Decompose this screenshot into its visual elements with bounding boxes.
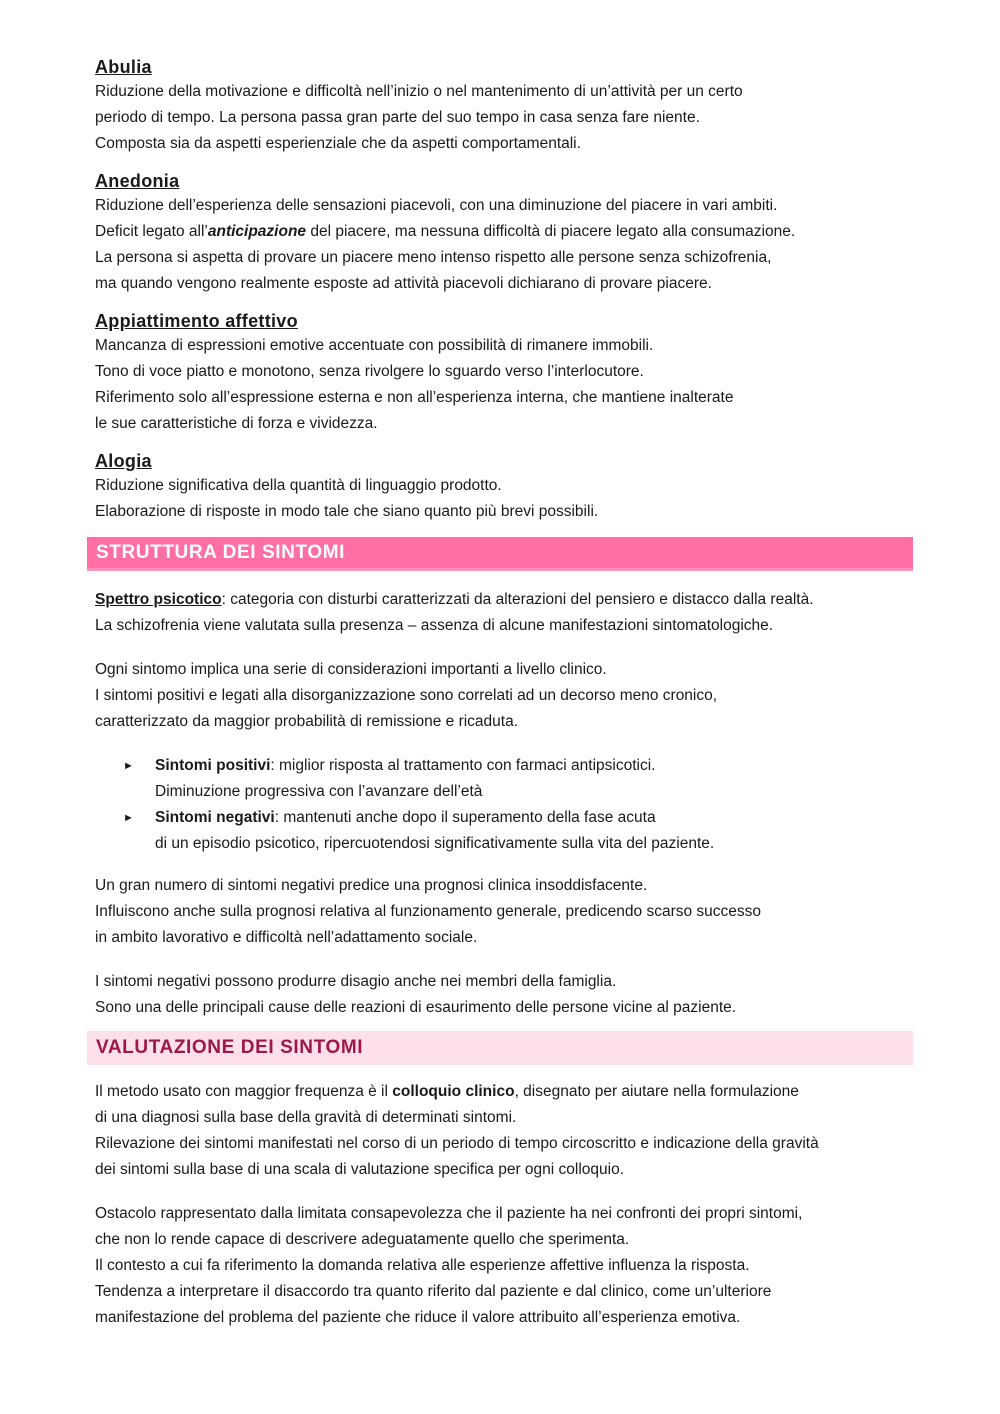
list-item: [95, 753, 915, 805]
text-fragment: Il metodo usato con maggior frequenza è il: [95, 1083, 393, 1100]
text-line: Riduzione significativa della quantità di linguaggio prodotto.: [95, 477, 502, 494]
text-line: Il contesto a cui fa riferimento la domanda relativa alle esperienze affettive influenza la risposta.: [95, 1257, 750, 1274]
text-line: le sue caratteristiche di forza e vividezza.: [95, 415, 378, 432]
colloquio-clinico-term: colloquio clinico: [392, 1083, 515, 1100]
paragraph-colloquio: [95, 1079, 915, 1183]
term-heading: Appiattimento affettivo: [95, 311, 298, 331]
text-line: Influiscono anche sulla prognosi relativa al funzionamento generale, predicendo scarso successo: [95, 903, 762, 920]
bullet-label: Sintomi positivi: [155, 757, 271, 774]
text-line: La persona si aspetta di provare un piacere meno intenso rispetto alle persone senza schizofrenia,: [95, 249, 772, 266]
text-line: Ostacolo rappresentato dalla limitata consapevolezza che il paziente ha nei confronti dei propri sintomi,: [95, 1205, 803, 1222]
text-line: I sintomi negativi possono produrre disagio anche nei membri della famiglia.: [95, 973, 617, 990]
text-line: [155, 805, 915, 831]
text-line: Mancanza di espressioni emotive accentuate con possibilità di rimanere immobili.: [95, 337, 654, 354]
text-line: periodo di tempo. La persona passa gran parte del suo tempo in casa senza fare niente.: [95, 109, 700, 126]
symptom-bullet-list: [95, 753, 915, 857]
text-line: Tono di voce piatto e monotono, senza rivolgere lo sguardo verso l’interlocutore.: [95, 363, 644, 380]
bullet-arrow-icon: ►: [123, 760, 134, 772]
text-line: di un episodio psicotico, ripercuotendosi significativamente sulla vita del paziente.: [155, 835, 715, 852]
text-line: Riferimento solo all’espressione esterna e non all’esperienza interna, che mantiene inalterate: [95, 389, 734, 406]
text-line: di una diagnosi sulla base della gravità di determinati sintomi.: [95, 1109, 517, 1126]
definition-alogia: [95, 449, 915, 525]
text-line: [95, 1079, 915, 1105]
text-line: Riduzione della motivazione e difficoltà nell’inizio o nel mantenimento di un’attività per un certo: [95, 83, 743, 100]
text-line: che non lo rende capace di descrivere adeguatamente quello che sperimenta.: [95, 1231, 630, 1248]
term-heading: Anedonia: [95, 171, 180, 191]
paragraph-prognosi: [95, 873, 915, 951]
definition-abulia: [95, 55, 915, 157]
text-line: Riduzione dell’esperienza delle sensazioni piacevoli, con una diminuzione del piacere in vari ambiti.: [95, 197, 778, 214]
term-heading: Abulia: [95, 57, 152, 77]
text-line: [155, 753, 915, 779]
paragraph-considerazioni: [95, 657, 915, 735]
paragraph-famiglia: [95, 969, 915, 1021]
text-line: manifestazione del problema del paziente che riduce il valore attribuito all’esperienza emotiva.: [95, 1309, 741, 1326]
text-fragment: : categoria con disturbi caratterizzati da alterazioni del pensiero e distacco dalla realtà.: [221, 591, 814, 608]
text-line: Sono una delle principali cause delle reazioni di esaurimento delle persone vicine al paziente.: [95, 999, 737, 1016]
text-line: ma quando vengono realmente esposte ad attività piacevoli dichiarano di provare piacere.: [95, 275, 712, 292]
list-item: [95, 805, 915, 857]
text-line: in ambito lavorativo e difficoltà nell’adattamento sociale.: [95, 929, 478, 946]
term-heading: Alogia: [95, 451, 152, 471]
paragraph-spettro: [95, 587, 915, 639]
definition-appiattimento-affettivo: [95, 309, 915, 437]
text-line: Elaborazione di risposte in modo tale che siano quanto più brevi possibili.: [95, 503, 599, 520]
text-line: dei sintomi sulla base di una scala di valutazione specifica per ogni colloquio.: [95, 1161, 625, 1178]
text-line: La schizofrenia viene valutata sulla presenza – assenza di alcune manifestazioni sintomatologiche.: [95, 617, 774, 634]
page-content: [95, 55, 915, 1349]
text-line: Tendenza a interpretare il disaccordo tra quanto riferito dal paziente e dal clinico, come un’ulteriore: [95, 1283, 772, 1300]
text-fragment: : mantenuti anche dopo il superamento della fase acuta: [274, 809, 656, 826]
text-line: Ogni sintomo implica una serie di considerazioni importanti a livello clinico.: [95, 661, 607, 678]
paragraph-ostacolo: [95, 1201, 915, 1331]
text-line: [95, 219, 915, 245]
text-line: Un gran numero di sintomi negativi predice una prognosi clinica insoddisfacente.: [95, 877, 648, 894]
text-line: Composta sia da aspetti esperienziale che da aspetti comportamentali.: [95, 135, 581, 152]
text-line: [95, 587, 915, 613]
section-heading-struttura: [87, 537, 913, 571]
bullet-label: Sintomi negativi: [155, 809, 275, 826]
spettro-label: Spettro psicotico: [95, 591, 222, 608]
bullet-arrow-icon: ►: [123, 812, 134, 824]
text-line: caratterizzato da maggior probabilità di remissione e ricaduta.: [95, 713, 519, 730]
definition-anedonia: [95, 169, 915, 297]
text-line: Diminuzione progressiva con l’avanzare dell’età: [155, 783, 483, 800]
emphasis-anticipazione: anticipazione: [207, 223, 307, 240]
section-heading-valutazione: [87, 1031, 913, 1065]
text-fragment: : miglior risposta al trattamento con farmaci antipsicotici.: [270, 757, 656, 774]
section-heading-text: STRUTTURA DEI SINTOMI: [96, 541, 346, 563]
text-line: Rilevazione dei sintomi manifestati nel corso di un periodo di tempo circoscritto e indicazione della gravità: [95, 1135, 819, 1152]
text-fragment: Deficit legato all’: [95, 223, 208, 240]
text-line: I sintomi positivi e legati alla disorganizzazione sono correlati ad un decorso meno cronico,: [95, 687, 718, 704]
section-heading-text: VALUTAZIONE DEI SINTOMI: [96, 1037, 364, 1058]
text-fragment: del piacere, ma nessuna difficoltà di piacere legato alla consumazione.: [306, 223, 796, 240]
text-fragment: , disegnato per aiutare nella formulazione: [514, 1083, 799, 1100]
